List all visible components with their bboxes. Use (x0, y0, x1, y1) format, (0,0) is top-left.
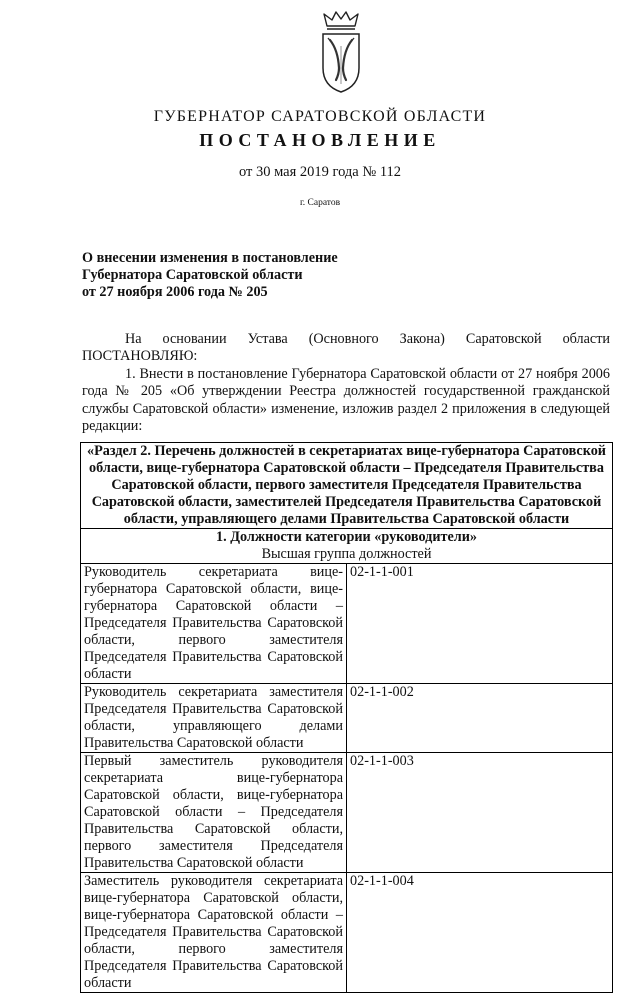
position-code-cell: 02-1-1-003 (347, 753, 613, 873)
table-row (81, 564, 613, 684)
issuer-heading: ГУБЕРНАТОР САРАТОВСКОЙ ОБЛАСТИ (153, 108, 487, 125)
document-subject (82, 250, 338, 301)
table-row (81, 684, 613, 753)
table-row (81, 873, 613, 993)
section-title-cell: «Раздел 2. Перечень должностей в секретариатах вице-губернатора Саратовской области, вице-губернатора Саратовской области – Председателя Правительства Саратовской области, первого заместителя Председателя Правительства Саратовской области, заместителей Председателя Правительства Саратовской области, управляющего делами Правительства Саратовской области (81, 443, 613, 529)
document-date-number: от 30 мая 2019 года № 112 (238, 164, 402, 180)
category-title: 1. Должности категории «руководители» (216, 529, 477, 545)
table-row (81, 753, 613, 873)
positions-table (80, 442, 613, 993)
table-header-row (81, 443, 613, 529)
position-title-cell: Первый заместитель руководителя секретариата вице-губернатора Саратовской области, вице-губернатора Саратовской области – Председателя Правительства Саратовской области, первого заместителя Председателя Правительства Саратовской области (81, 753, 347, 873)
subject-line: от 27 ноября 2006 года № 205 (82, 284, 268, 300)
position-code-cell: 02-1-1-002 (347, 684, 613, 753)
position-code-cell: 02-1-1-001 (347, 564, 613, 684)
preamble-paragraph: На основании Устава (Основного Закона) Саратовской области ПОСТАНОВЛЯЮ: (82, 331, 610, 365)
position-title-cell: Руководитель секретариата вице-губернатора Саратовской области, вице-губернатора Саратовской области – Председателя Правительства Саратовской области, первого заместителя Председателя Правительства Саратовской области (81, 564, 347, 684)
clause-1-paragraph: 1. Внести в постановление Губернатора Саратовской области от 27 ноября 2006 года № 205 «Об утверждении Реестра должностей государственной гражданской службы Саратовской области» изменение, изложив раздел 2 приложения в следующей редакции: (82, 366, 610, 434)
position-title-cell: Руководитель секретариата заместителя Председателя Правительства Саратовской области, управляющего делами Правительства Саратовской области (81, 684, 347, 753)
subject-line: Губернатора Саратовской области (82, 267, 303, 283)
coat-of-arms-emblem (318, 10, 364, 94)
issuing-city: г. Саратов (299, 198, 341, 208)
position-title-cell: Заместитель руководителя секретариата вице-губернатора Саратовской области, вице-губернатора Саратовской области – Председателя Правительства Саратовской области, первого заместителя Председателя Правительства Саратовской области (81, 873, 347, 993)
position-code-cell: 02-1-1-004 (347, 873, 613, 993)
subject-line: О внесении изменения в постановление (82, 250, 338, 266)
category-row (81, 529, 613, 564)
group-title: Высшая группа должностей (261, 546, 432, 562)
document-type-title: ПОСТАНОВЛЕНИЕ (199, 130, 441, 150)
